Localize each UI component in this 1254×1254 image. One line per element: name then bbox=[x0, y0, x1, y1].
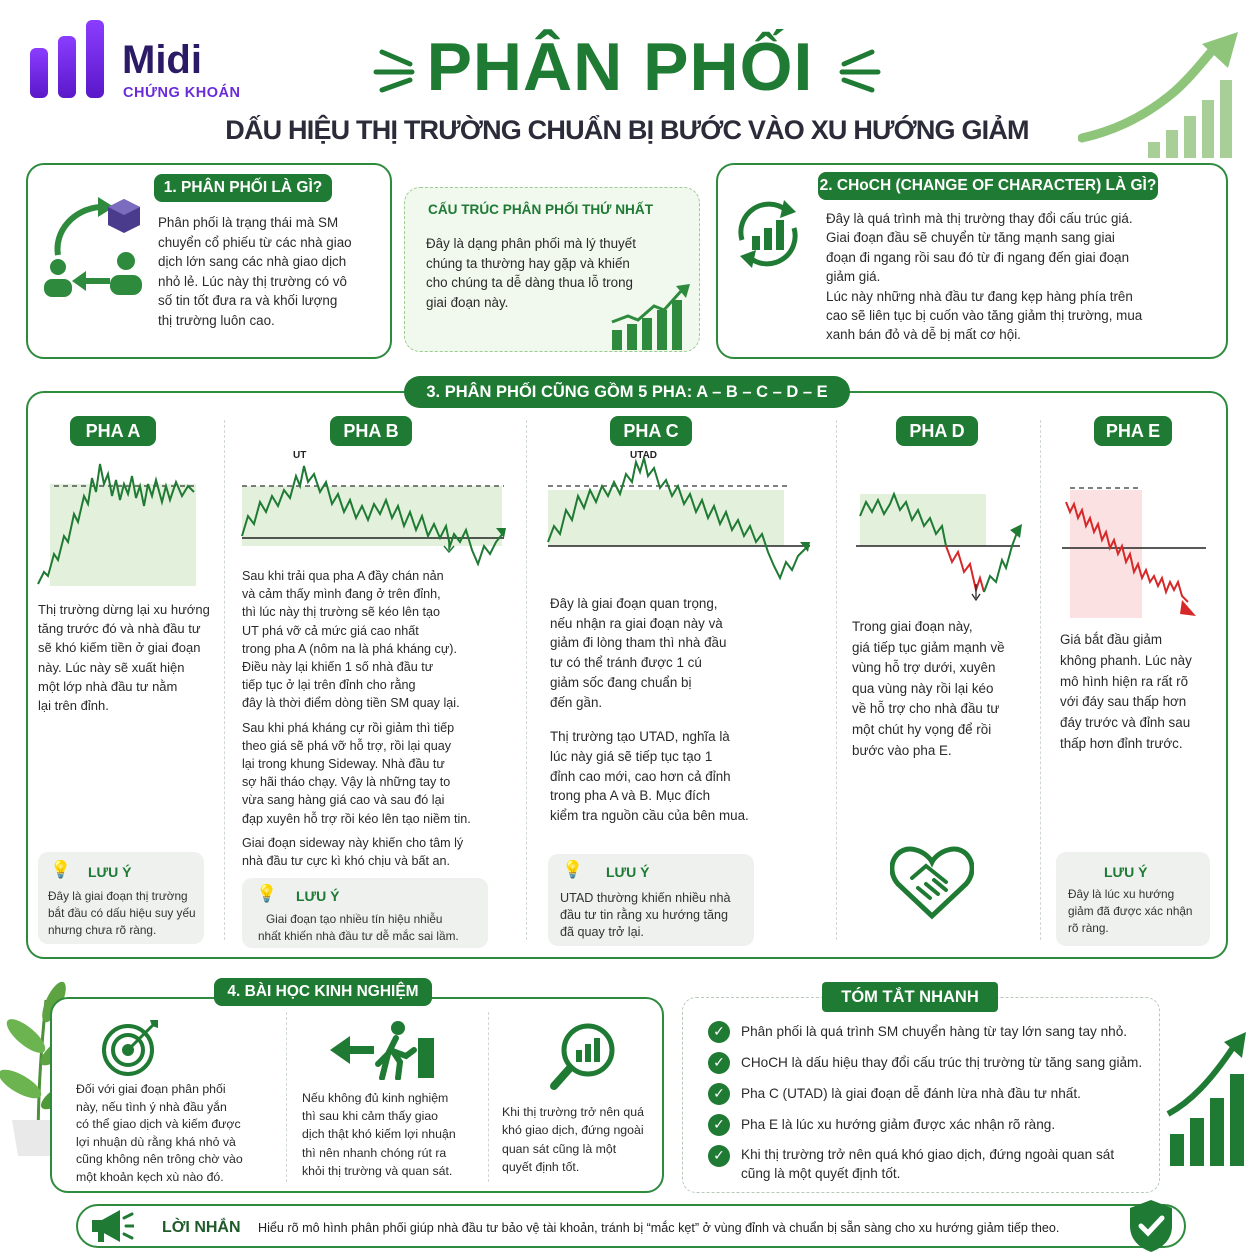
phase-b-text bbox=[242, 567, 524, 870]
growth-bars-icon bbox=[1166, 1030, 1250, 1168]
text-line: Đây là quá trình mà thị trường thay đổi cấu trúc giá. bbox=[826, 211, 1133, 226]
note-body bbox=[1068, 886, 1208, 937]
text-line: thấp hơn đỉnh trước. bbox=[1060, 735, 1183, 751]
lightbulb-icon: 💡 bbox=[562, 860, 584, 880]
rising-bars-icon bbox=[610, 284, 692, 350]
text-line: vùng hỗ trợ dưới, xuyên bbox=[852, 660, 996, 676]
text-line: thị trường luôn cao. bbox=[158, 312, 275, 328]
text-line: đạp xuyên hỗ trợ rồi kéo lên tạo niềm tin. bbox=[242, 811, 471, 826]
text-line: có thể giao dịch và kiếm được bbox=[76, 1117, 241, 1132]
summary-item bbox=[741, 1115, 1151, 1134]
structure-heading: CẤU TRÚC PHÂN PHỐI THỨ NHẤT bbox=[428, 202, 653, 217]
text-line: khó giao dịch, đứng ngoài bbox=[502, 1123, 644, 1138]
phase-e-text bbox=[1060, 630, 1226, 755]
phase-divider bbox=[836, 420, 837, 940]
text-line: Giai đoạn đầu sẽ chuyển từ tăng mạnh sang giai bbox=[826, 230, 1115, 246]
text-line: dịch lớn sang các nhà giao dịch bbox=[158, 254, 347, 270]
summary-item bbox=[741, 1053, 1151, 1072]
check-icon: ✓ bbox=[708, 1052, 730, 1074]
summary-heading: TÓM TẮT NHANH bbox=[822, 982, 998, 1012]
text-line: số tin tốt đưa ra và khối lượng bbox=[158, 293, 338, 309]
text-line: Lúc này những nhà đầu tư đang kẹp hàng phía trên bbox=[826, 288, 1133, 304]
text-line: trong pha A (nôm na là phá kháng cự). bbox=[242, 641, 457, 656]
text-line: Đối với giai đoạn phân phối bbox=[76, 1082, 226, 1096]
text-line: đây là thời điểm dòng tiền SM quay lại. bbox=[242, 696, 460, 711]
note-body bbox=[560, 890, 752, 941]
summary-item bbox=[741, 1145, 1151, 1183]
text-line: giai đoạn này. bbox=[426, 294, 509, 310]
text-line: Giá bắt đầu giảm bbox=[1060, 632, 1162, 647]
text-line: Phân phối là trạng thái mà SM bbox=[158, 215, 339, 230]
text-line: về hỗ trợ cho nhà đầu tư bbox=[852, 701, 1000, 717]
text-line: Sau khi trải qua pha A đầy chán nản bbox=[242, 569, 444, 583]
text-line: Khi thị trường trở nên quá bbox=[502, 1105, 644, 1119]
text-line: thì sau khi cảm thấy giao bbox=[302, 1109, 439, 1124]
text-line: với đáy sau thấp hơn bbox=[1060, 694, 1187, 710]
text-line: thì nên nhanh chóng rút ra bbox=[302, 1145, 447, 1160]
text-line: Khi thị trường trở nên quá khó giao dịch, đứng ngoài quan sát bbox=[741, 1147, 1115, 1162]
text-line: Phân phối là quá trình SM chuyển hàng từ tay lớn sang tay nhỏ. bbox=[741, 1024, 1128, 1039]
exit-walk-icon bbox=[328, 1020, 440, 1080]
brand-sub: CHỨNG KHOÁN bbox=[123, 85, 241, 101]
text-line: thì lúc này thị trường sẽ kéo lên tạo bbox=[242, 605, 441, 620]
utad-label: UTAD bbox=[630, 450, 658, 461]
text-line: khỏi thị trường và quan sát. bbox=[302, 1163, 453, 1178]
text-line: Thị trường dừng lại xu hướng bbox=[38, 602, 210, 617]
phase-divider bbox=[1040, 420, 1041, 940]
text-line: nếu nhận ra giai đoạn này và bbox=[550, 615, 723, 631]
text-line: Nếu không đủ kinh nghiệm bbox=[302, 1091, 449, 1105]
text-line: Đây là lúc xu hướng bbox=[1068, 887, 1175, 901]
note-title: LƯU Ý bbox=[1104, 864, 1148, 880]
text-line: chuyển cổ phiếu từ các nhà giao bbox=[158, 234, 352, 250]
text-line: giảm giá. bbox=[826, 269, 881, 285]
section-3-heading: 3. PHÂN PHỐI CŨNG GỒM 5 PHA: A – B – C – D – E bbox=[404, 376, 850, 408]
transfer-cycle-icon bbox=[40, 195, 150, 305]
text-line: một chút hy vọng để rồi bbox=[852, 721, 992, 737]
phase-e-chart bbox=[1060, 482, 1210, 618]
text-line: bắt đầu có dấu hiệu suy yếu bbox=[48, 906, 196, 920]
section-1-heading: 1. PHÂN PHỐI LÀ GÌ? bbox=[154, 174, 332, 202]
text-line: giảm đã được xác nhận bbox=[1068, 904, 1193, 918]
text-line: giảm đi lòng tham thì nhà đầu bbox=[550, 635, 727, 651]
section-2-text bbox=[826, 209, 1222, 345]
phase-b-chart bbox=[238, 446, 510, 576]
refresh-chart-icon bbox=[728, 194, 808, 274]
ut-label: UT bbox=[293, 450, 307, 461]
text-line: sợ hãi tháo chạy. Vậy là những tay to bbox=[242, 775, 451, 790]
text-line: Đây là giai đoạn quan trọng, bbox=[550, 596, 718, 611]
check-icon: ✓ bbox=[708, 1083, 730, 1105]
note-body bbox=[48, 888, 202, 939]
page-subtitle: DẤU HIỆU THỊ TRƯỜNG CHUẨN BỊ BƯỚC VÀO XU HƯỚNG GIẢM bbox=[225, 115, 1029, 145]
page-title: PHÂN PHỐI bbox=[426, 29, 814, 105]
summary-item bbox=[741, 1022, 1151, 1041]
phase-divider bbox=[224, 420, 225, 940]
text-line: Đây là dạng phân phối mà lý thuyết bbox=[426, 236, 636, 251]
text-line: cho chúng ta dễ dàng thua lỗ trong bbox=[426, 275, 633, 291]
section-4-heading: 4. BÀI HỌC KINH NGHIỆM bbox=[214, 978, 432, 1006]
target-icon bbox=[100, 1018, 160, 1078]
check-icon: ✓ bbox=[708, 1021, 730, 1043]
text-line: quyết định tốt. bbox=[502, 1160, 580, 1175]
section-2-heading: 2. CHoCH (CHANGE OF CHARACTER) LÀ GÌ? bbox=[818, 172, 1158, 200]
phase-c-pill: PHA C bbox=[610, 416, 692, 446]
megaphone-icon bbox=[88, 1206, 134, 1246]
text-line: Sau khi phá kháng cự rồi giảm thì tiếp bbox=[242, 720, 455, 735]
check-icon: ✓ bbox=[708, 1114, 730, 1136]
phase-c-text bbox=[550, 594, 830, 826]
lesson-1-text bbox=[76, 1081, 284, 1187]
text-line: nhỏ lẻ. Lúc này thị trường có vô bbox=[158, 273, 347, 289]
lightbulb-icon: 💡 bbox=[256, 884, 278, 904]
text-line: lợi nhuận dù rằng khá nhỏ và bbox=[76, 1134, 236, 1149]
phase-divider bbox=[526, 420, 527, 940]
text-line: vừa sang hàng giá cao và sau đó lại bbox=[242, 793, 445, 808]
phase-d-text bbox=[852, 617, 1036, 761]
section-1-text bbox=[158, 213, 384, 331]
brand-name: Midi bbox=[122, 38, 202, 82]
text-line: xanh bán đỏ và dễ bị mất cơ hội. bbox=[826, 327, 1021, 343]
lesson-divider bbox=[488, 1012, 489, 1182]
text-line: trong pha A và B. Mục đích bbox=[550, 788, 711, 804]
text-line: theo giá sẽ phá vỡ hỗ trợ, rồi lại quay bbox=[242, 738, 452, 753]
text-line: sẽ khó kiếm tiền ở giai đoạn bbox=[38, 640, 201, 656]
text-line: Giai đoạn sideway này khiến cho tâm lý bbox=[242, 835, 464, 850]
text-line: Trong giai đoạn này, bbox=[852, 619, 973, 634]
text-line: tiếp tục ở lại trên đỉnh cho rằng bbox=[242, 678, 416, 693]
text-line: dịch thật khó kiếm lợi nhuận bbox=[302, 1127, 456, 1142]
phase-c-chart bbox=[544, 446, 814, 586]
text-line: chúng ta thường hay gặp và khiến bbox=[426, 255, 630, 271]
text-line: nhưng chưa rõ ràng. bbox=[48, 923, 157, 937]
text-line: Đây là giai đoạn thị trường bbox=[48, 889, 188, 903]
phase-d-chart bbox=[854, 480, 1024, 606]
text-line: Pha E là lúc xu hướng giảm được xác nhận rõ ràng. bbox=[741, 1117, 1056, 1132]
phase-e-note bbox=[1056, 852, 1210, 946]
bar-logo-icon bbox=[28, 18, 108, 100]
text-line: kiểm tra nguồn cầu của bên mua. bbox=[550, 808, 749, 824]
check-icon: ✓ bbox=[708, 1145, 730, 1167]
note-body bbox=[258, 911, 488, 945]
text-line: Thị trường tạo UTAD, nghĩa là bbox=[550, 729, 730, 745]
text-line: tư có thể tránh được 1 cú bbox=[550, 655, 702, 671]
text-line: qua vùng này rồi lại kéo bbox=[852, 680, 994, 696]
text-line: một khoản kẹch xù nào đó. bbox=[76, 1169, 224, 1184]
text-line: bước vào pha E. bbox=[852, 742, 952, 758]
footer-text: Hiểu rõ mô hình phân phối giúp nhà đầu tư bảo vệ tài khoản, tránh bị “mắc kẹt” ở vùng đỉnh và chuẩn bị sẵn sàng cho xu hướng giảm tiếp theo. bbox=[258, 1221, 1060, 1235]
text-line: đỉnh cao mới, cao hơn cả đỉnh bbox=[550, 768, 731, 784]
text-line: cũng không nên trông chờ vào bbox=[76, 1152, 243, 1167]
text-line: đã quay trở lại. bbox=[560, 925, 644, 939]
text-line: giảm sốc đang chuẩn bị bbox=[550, 674, 692, 690]
text-line: lại trên đỉnh. bbox=[38, 698, 109, 714]
handshake-icon bbox=[890, 842, 974, 920]
growth-chart-icon bbox=[1078, 30, 1248, 160]
text-line: đáy trước và đỉnh sau bbox=[1060, 715, 1191, 731]
text-line: giá tiếp tục giảm mạnh về bbox=[852, 639, 1005, 655]
text-line: UT phá vỡ cả mức giá cao nhất bbox=[242, 623, 419, 638]
text-line: cao sẽ liên tục bị cuốn vào tăng giảm thị trường, mua bbox=[826, 308, 1143, 324]
text-line: nhà đầu tư cực kì khó chịu và bất an. bbox=[242, 854, 450, 869]
phase-d-pill: PHA D bbox=[896, 416, 978, 446]
phase-c-note bbox=[548, 854, 754, 946]
text-line: tăng trước đó và nhà đầu tư bbox=[38, 621, 201, 637]
text-line: rõ ràng. bbox=[1068, 921, 1109, 935]
text-line: không phanh. Lúc này bbox=[1060, 652, 1192, 668]
text-line: đến gần. bbox=[550, 694, 603, 710]
text-line: mô hình hiện ra rất rõ bbox=[1060, 673, 1189, 689]
text-line: Giai đoạn tạo nhiều tín hiệu nhiễu bbox=[266, 912, 443, 926]
footer-label: LỜI NHẮN bbox=[162, 1219, 241, 1236]
text-line: Pha C (UTAD) là giai đoạn dễ đánh lừa nhà đầu tư nhất. bbox=[741, 1086, 1081, 1101]
title-spark-right-icon bbox=[822, 44, 882, 94]
text-line: Điều này lại khiến 1 số nhà đầu tư bbox=[242, 660, 434, 675]
phase-a-chart bbox=[36, 456, 198, 592]
shield-check-icon bbox=[1126, 1198, 1176, 1254]
text-line: đoạn đi ngang rồi sau đó từ đi ngang đến giai đoạn bbox=[826, 249, 1130, 265]
phase-a-note bbox=[38, 852, 204, 944]
phase-e-pill: PHA E bbox=[1094, 416, 1172, 446]
lightbulb-icon: 💡 bbox=[50, 860, 72, 880]
phase-a-text bbox=[38, 600, 224, 715]
text-line: CHoCH là dấu hiệu thay đổi cấu trúc thị trường từ tăng sang giảm. bbox=[741, 1055, 1143, 1070]
text-line: lúc này giá sẽ tiếp tục tạo 1 bbox=[550, 748, 713, 764]
note-title: LƯU Ý bbox=[88, 864, 132, 880]
text-line: một lớp nhà đầu tư nằm bbox=[38, 678, 178, 694]
text-line: nhất khiến nhà đầu tư dễ mắc sai lầm. bbox=[258, 929, 459, 943]
phase-b-pill: PHA B bbox=[330, 416, 412, 446]
text-line: cũng là một quyết định tốt. bbox=[741, 1166, 901, 1181]
lesson-2-text bbox=[302, 1089, 486, 1180]
text-line: UTAD thường khiến nhiều nhà bbox=[560, 891, 731, 905]
note-title: LƯU Ý bbox=[296, 888, 340, 904]
brand-logo bbox=[28, 18, 108, 100]
phase-b-note bbox=[242, 878, 488, 948]
text-line: này. Lúc này sẽ xuất hiện bbox=[38, 659, 185, 675]
lesson-divider bbox=[286, 1012, 287, 1182]
note-title: LƯU Ý bbox=[606, 864, 650, 880]
summary-item bbox=[741, 1084, 1151, 1103]
phase-a-pill: PHA A bbox=[70, 416, 156, 446]
text-line: này, nếu tình ý nhà đầu yắn bbox=[76, 1099, 227, 1114]
text-line: quan sát cũng là một bbox=[502, 1141, 617, 1156]
magnifier-chart-icon bbox=[548, 1020, 618, 1094]
lesson-3-text bbox=[502, 1103, 662, 1177]
text-line: đầu tư tin rằng xu hướng tăng bbox=[560, 908, 728, 922]
text-line: và cảm thấy mình đang ở trên đỉnh, bbox=[242, 587, 441, 602]
text-line: lại trong khung Sideway. Nhà đầu tư bbox=[242, 757, 445, 772]
